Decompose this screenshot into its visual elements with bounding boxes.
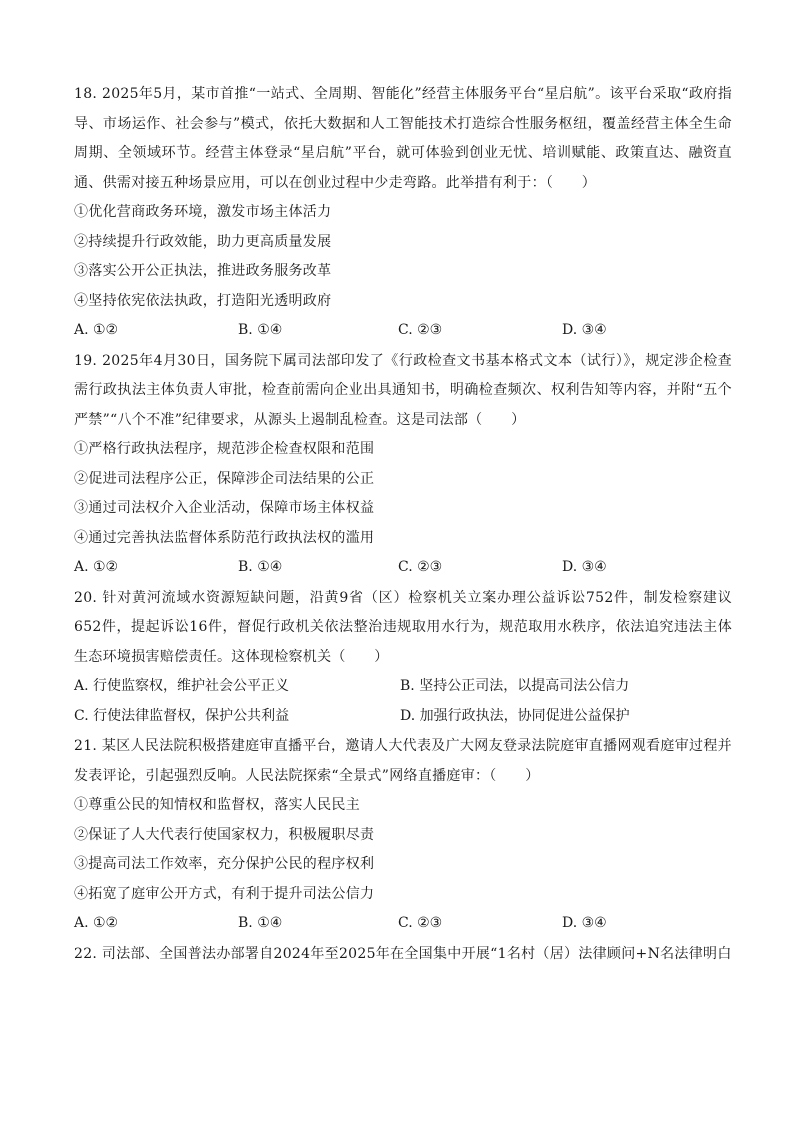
statement-option: ③提高司法工作效率，充分保护公民的程序权利 [74, 856, 375, 872]
answer-choices-row-1 [74, 672, 732, 702]
answer-choices [74, 316, 732, 346]
answer-choices [74, 909, 732, 939]
statement-option: ①严格行政执法程序，规范涉企检查权限和范围 [74, 441, 375, 457]
question-19 [74, 347, 732, 583]
question-18 [74, 80, 732, 346]
question-stem: 18. 2025年5月，某市首推“一站式、全周期、智能化”经营主体服务平台“星启航”。该平台采取“政府指导、市场运作、社会参与”模式，依托大数据和人工智能技术打造综合性服务枢纽，覆盖经营主体全生命周期、全领域环节。经营主体登录“星启航”平台，就可体验到创业无忧、培训赋能、政策直达、融资直通、供需对接五种场景应用，可以在创业过程中少走弯路。此举措有利于：（ ） [74, 86, 732, 191]
choice-b: B. ①④ [238, 915, 283, 931]
choice-c: C. ②③ [398, 915, 443, 931]
question-stem: 21. 某区人民法院积极搭建庭审直播平台，邀请人大代表及广大网友登录法院庭审直播网观看庭审过程并发表评论，引起强烈反响。人民法院探索“全景式”网络直播庭审：（ ） [74, 738, 732, 784]
choice-a: A. ①② [74, 915, 119, 931]
question-21 [74, 732, 732, 939]
question-22 [74, 940, 732, 970]
choice-d: D. 加强行政执法，协同促进公益保护 [400, 707, 630, 724]
statement-option: ④坚持依宪依法执政，打造阳光透明政府 [74, 292, 332, 309]
answer-choices [74, 553, 732, 583]
answer-choices-row-2 [74, 702, 732, 732]
statement-option: ②持续提升行政效能，助力更高质量发展 [74, 233, 332, 250]
question-stem: 20. 针对黄河流域水资源短缺问题，沿黄9省（区）检察机关立案办理公益诉讼752件，制发检察建议652件，提起诉讼16件，督促行政机关依法整治违规取用水行为，规范取用水秩序，依法追究违法主体生态环境损害赔偿责任。这体现检察机关（ ） [74, 589, 732, 665]
statement-option: ②促进司法程序公正，保障涉企司法结果的公正 [74, 470, 375, 487]
choice-b: B. ①④ [238, 322, 283, 338]
statement-option: ①尊重公民的知情权和监督权，落实人民民主 [74, 797, 360, 813]
choice-d: D. ③④ [562, 915, 607, 931]
choice-b: B. ①④ [238, 559, 283, 575]
exam-page [74, 80, 732, 970]
choice-d: D. ③④ [562, 559, 607, 575]
choice-a: A. ①② [74, 322, 119, 338]
choice-c: C. ②③ [398, 322, 443, 338]
statement-option: ④通过完善执法监督体系防范行政执法权的滥用 [74, 529, 375, 546]
statement-option: ②保证了人大代表行使国家权力，积极履职尽责 [74, 826, 375, 843]
choice-a: A. 行使监察权，维护社会公平正义 [74, 678, 290, 694]
question-stem: 19. 2025年4月30日，国务院下属司法部印发了《行政检查文书基本格式文本（试行）》，规定涉企检查需行政执法主体负责人审批，检查前需向企业出具通知书，明确检查频次、权利告知等内容，并附“五个严禁”“八个不准”纪律要求，从源头上遏制乱检查。这是司法部（ ） [74, 352, 732, 428]
question-20 [74, 584, 732, 732]
choice-b: B. 坚持公正司法，以提高司法公信力 [400, 678, 630, 694]
statement-option: ③通过司法权介入企业活动，保障市场主体权益 [74, 500, 375, 516]
choice-a: A. ①② [74, 559, 119, 575]
statement-option: ④拓宽了庭审公开方式，有利于提升司法公信力 [74, 885, 375, 902]
choice-c: C. ②③ [398, 559, 443, 575]
statement-option: ①优化营商政务环境，激发市场主体活力 [74, 204, 332, 220]
choice-d: D. ③④ [562, 322, 607, 338]
statement-option: ③落实公开公正执法，推进政务服务改革 [74, 263, 332, 279]
question-stem: 22. 司法部、全国普法办部署自2024年至2025年在全国集中开展“1名村（居）法律顾问+N名法律明白 [74, 945, 732, 962]
choice-c: C. 行使法律监督权，保护公共利益 [74, 707, 290, 724]
